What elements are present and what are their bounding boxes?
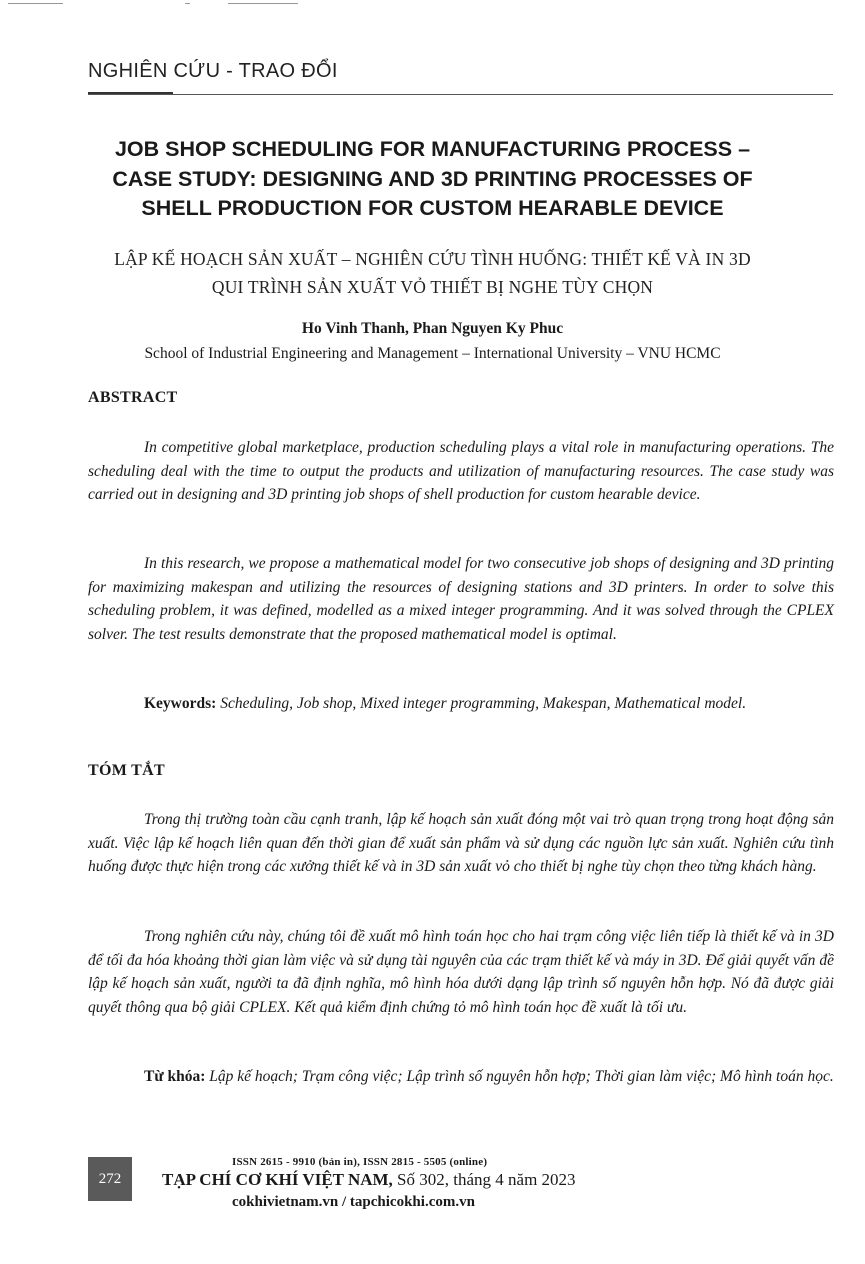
title-line: JOB SHOP SCHEDULING FOR MANUFACTURING PROCESS – bbox=[114, 137, 751, 161]
keywords-text: Scheduling, Job shop, Mixed integer programming, Makespan, Mathematical model. bbox=[220, 695, 747, 712]
tomtat-paragraph: Trong nghiên cứu này, chúng tôi đề xuất mô hình toán học cho hai trạm công việc liên tiếp là thiết kế và in 3D để tối đa hóa khoảng thời gian làm việc và sử dụng tài nguyên của các trạm thiết kế và máy in 3D. Để giải quyết vấn đề lập kế hoạch sản xuất, người ta đã định nghĩa, mô hình hóa dưới dạng lập trình số nguyên hỗn hợp. Nó đã được giải quyết thông qua bộ giải CPLEX. Kết quả kiểm định chứng tỏ mô hình toán học đề xuất là tối ưu. bbox=[88, 928, 834, 1016]
section-header: NGHIÊN CỨU - TRAO ĐỔI bbox=[88, 60, 338, 82]
tomtat-heading: TÓM TẮT bbox=[88, 762, 165, 779]
title-line: CASE STUDY: DESIGNING AND 3D PRINTING PROCESSES OF bbox=[112, 166, 753, 191]
tomtat-paragraph: Trong thị trường toàn cầu cạnh tranh, lập kế hoạch sản xuất đóng một vai trò quan trọng trong hoạt động sản xuất. Việc lập kế hoạch liên quan đến thời gian để xuất sản phẩm và sử dụng các nguồn lực sản xuất. Nghiên cứu tình huống được thực hiện trong các xưởng thiết kế và in 3D sản xuất vỏ cho thiết bị nghe tùy chọn theo từng khách hàng. bbox=[88, 811, 834, 875]
abstract-paragraph: In this research, we propose a mathematical model for two consecutive job shops of designing and 3D printing for maximizing makespan and utilizing the resources of designing stations and 3D printers. In order to solve this scheduling problem, it was defined, modelled as a mixed integer programming. And it was solved through the CPLEX solver. The test results demonstrate that the proposed mathematical model is optimal. bbox=[88, 555, 834, 643]
journal-name: TẠP CHÍ CƠ KHÍ VIỆT NAM, bbox=[162, 1170, 393, 1189]
footer-issn: ISSN 2615 - 9910 (bản in), ISSN 2815 - 5505 (online) bbox=[232, 1156, 488, 1168]
header-rule bbox=[88, 94, 833, 95]
abstract-paragraph: In competitive global marketplace, production scheduling plays a vital role in manufacturing operations. The scheduling deal with the time to output the products and utilization of manufacturing resources. The case study was carried out in designing and 3D printing job shops of shell production for custom hearable device. bbox=[88, 439, 834, 503]
paper-title-vietnamese bbox=[60, 245, 805, 301]
affiliation: School of Industrial Engineering and Management – International University – VNU HCMC bbox=[144, 345, 721, 362]
keywords-label: Keywords: bbox=[144, 695, 217, 712]
paper-title-english bbox=[60, 135, 805, 224]
title-line: QUI TRÌNH SẢN XUẤT VỎ THIẾT BỊ NGHE TÙY CHỌN bbox=[211, 277, 654, 297]
top-crop-marks bbox=[0, 0, 865, 8]
page-number: 272 bbox=[88, 1157, 132, 1201]
journal-issue: Số 302, tháng 4 năm 2023 bbox=[392, 1170, 576, 1189]
tu-khoa bbox=[88, 1065, 834, 1089]
title-line: SHELL PRODUCTION FOR CUSTOM HEARABLE DEVICE bbox=[141, 196, 724, 220]
footer-website: cokhivietnam.vn / tapchicokhi.com.vn bbox=[232, 1194, 475, 1210]
authors: Ho Vinh Thanh, Phan Nguyen Ky Phuc bbox=[301, 320, 564, 337]
tu-khoa-text: Lập kế hoạch; Trạm công việc; Lập trình số nguyên hỗn hợp; Thời gian làm việc; Mô hình toán học. bbox=[209, 1068, 834, 1085]
footer-journal bbox=[162, 1170, 576, 1190]
title-line: LẬP KẾ HOẠCH SẢN XUẤT – NGHIÊN CỨU TÌNH HUỐNG: THIẾT KẾ VÀ IN 3D bbox=[114, 249, 751, 269]
abstract-heading: ABSTRACT bbox=[88, 389, 178, 406]
tu-khoa-label: Từ khóa: bbox=[144, 1068, 206, 1085]
keywords bbox=[88, 692, 834, 716]
